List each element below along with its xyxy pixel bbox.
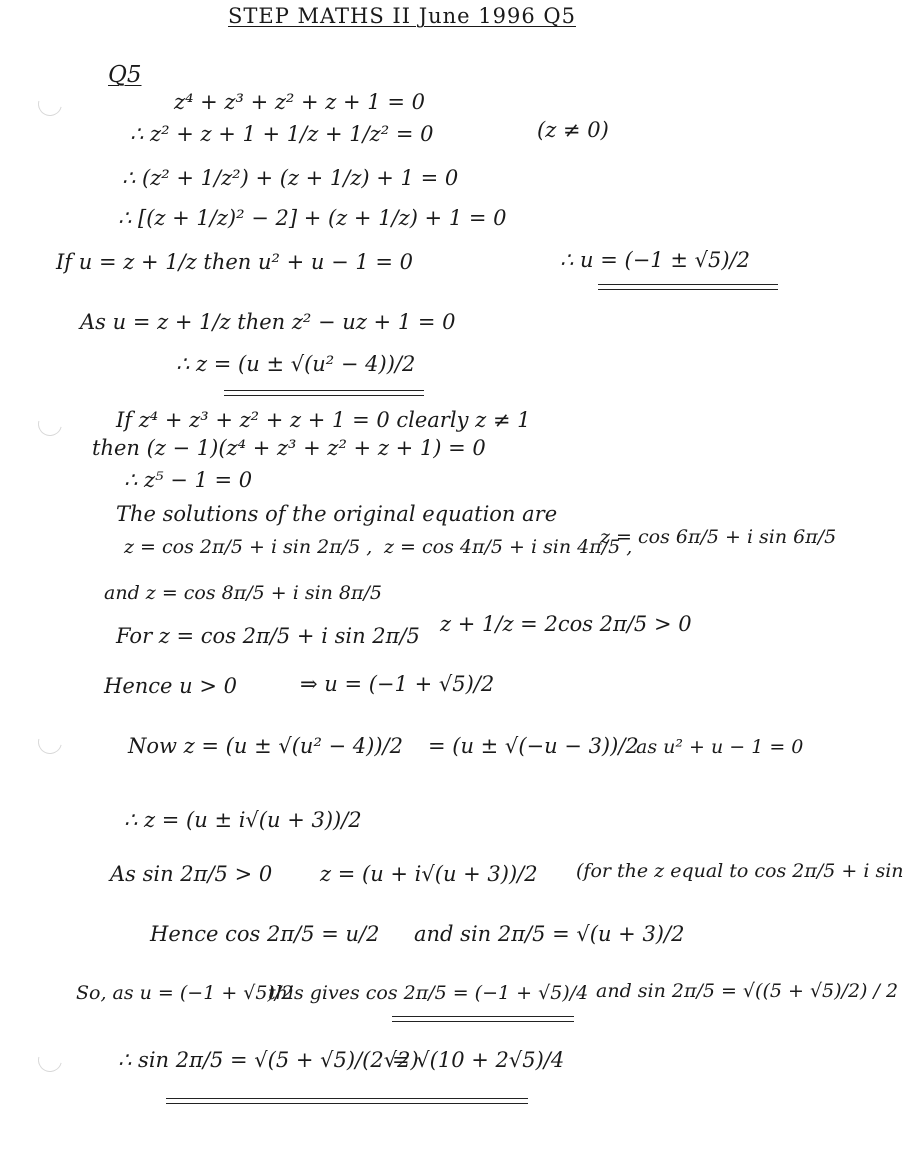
solution-line: ∴ u = (−1 ± √5)/2 [560, 248, 750, 272]
solution-line: (for the z equal to cos 2π/5 + i sin [576, 860, 904, 882]
double-underline [166, 1098, 528, 1099]
solution-line: ∴ z = (u ± √(u² − 4))/2 [176, 352, 416, 376]
solution-line: If u = z + 1/z then u² + u − 1 = 0 [56, 250, 414, 274]
double-underline [392, 1016, 574, 1017]
solution-line: ∴ sin 2π/5 = √(5 + √5)/(2√2) [118, 1048, 419, 1072]
solution-line: then (z − 1)(z⁴ + z³ + z² + z + 1) = 0 [92, 436, 486, 460]
punch-hole-mark [34, 408, 67, 441]
page-title: STEP MATHS II June 1996 Q5 [228, 4, 576, 28]
double-underline [598, 284, 778, 285]
solution-line: ∴ z = (u ± i√(u + 3))/2 [124, 808, 362, 832]
solution-line: As u = z + 1/z then z² − uz + 1 = 0 [80, 310, 456, 334]
double-underline [598, 289, 778, 290]
solution-line: as u² + u − 1 = 0 [636, 736, 804, 758]
solution-line: z⁴ + z³ + z² + z + 1 = 0 [174, 90, 425, 114]
solution-line: Hence u > 0 [104, 674, 237, 698]
solution-line: ⇒ u = (−1 + √5)/2 [300, 672, 495, 696]
double-underline [224, 390, 424, 391]
solution-line: As sin 2π/5 > 0 [110, 862, 273, 886]
solution-line: z = (u + i√(u + 3))/2 [320, 862, 538, 886]
double-underline [392, 1021, 574, 1022]
solution-line: and z = cos 8π/5 + i sin 8π/5 [104, 582, 382, 604]
punch-hole-mark [34, 88, 67, 121]
solution-line: z = cos 6π/5 + i sin 6π/5 [600, 526, 837, 548]
solution-line: So, as u = (−1 + √5)/2 [76, 982, 294, 1004]
solution-line: Hence cos 2π/5 = u/2 [150, 922, 380, 946]
solution-line: and sin 2π/5 = √(u + 3)/2 [414, 922, 685, 946]
solution-line: ∴ [(z + 1/z)² − 2] + (z + 1/z) + 1 = 0 [118, 206, 507, 230]
solution-line: z + 1/z = 2cos 2π/5 > 0 [440, 612, 692, 636]
solution-line: For z = cos 2π/5 + i sin 2π/5 [116, 624, 420, 648]
solution-line: z = cos 4π/5 + i sin 4π/5 , [384, 536, 633, 558]
double-underline [224, 395, 424, 396]
solution-line: ∴ z⁵ − 1 = 0 [124, 468, 253, 492]
punch-hole-mark [34, 726, 67, 759]
solution-line: = (u ± √(−u − 3))/2 [428, 734, 639, 758]
solution-line: z = cos 2π/5 + i sin 2π/5 , [124, 536, 373, 558]
solution-line: ∴ (z² + 1/z²) + (z + 1/z) + 1 = 0 [122, 166, 459, 190]
solution-line: = √(10 + 2√5)/4 [392, 1048, 565, 1072]
solution-line: If z⁴ + z³ + z² + z + 1 = 0 clearly z ≠ 1 [116, 408, 531, 432]
punch-hole-mark [34, 1044, 67, 1077]
question-label: Q5 [108, 62, 142, 88]
solution-line: Now z = (u ± √(u² − 4))/2 [128, 734, 403, 758]
double-underline [166, 1103, 528, 1104]
solution-line: The solutions of the original equation are [116, 502, 558, 526]
solution-line: ∴ z² + z + 1 + 1/z + 1/z² = 0 [130, 122, 434, 146]
solution-line: (z ≠ 0) [537, 118, 609, 142]
solution-line: and sin 2π/5 = √((5 + √5)/2) / 2 [596, 980, 899, 1002]
solution-line: this gives cos 2π/5 = (−1 + √5)/4 [268, 982, 589, 1004]
